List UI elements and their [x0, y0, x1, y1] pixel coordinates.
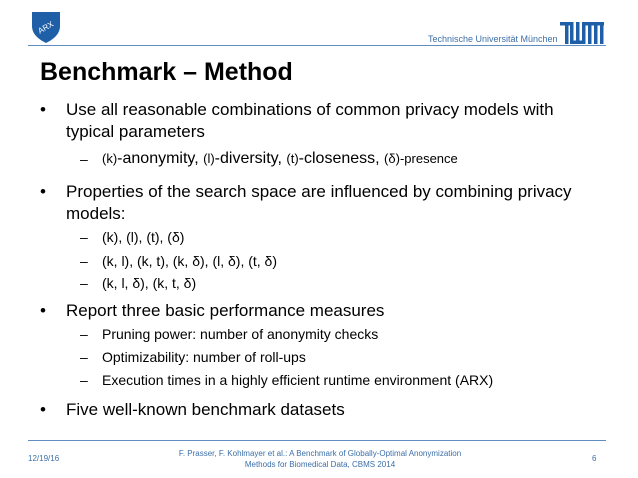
sub-text: (k, l, δ), (k, t, δ)	[102, 275, 197, 291]
footer-divider	[28, 440, 606, 441]
sub-text: Pruning power: number of anonymity checks	[102, 326, 379, 342]
bullet-text: Report three basic performance measures	[66, 301, 385, 320]
arx-logo-text: ARX	[36, 19, 56, 36]
bullet-marker: •	[40, 182, 46, 201]
footer-date: 12/19/16	[28, 454, 60, 463]
citation-line-2: Methods for Biomedical Data, CBMS 2014	[244, 460, 396, 469]
arx-logo	[30, 10, 62, 49]
bullet-text: Use all reasonable combinations of common privacy models with typical parameters	[66, 100, 554, 141]
dash-marker: –	[80, 253, 88, 269]
bullet-text: Five well-known benchmark datasets	[66, 400, 345, 419]
sub-text: (k), (l), (t), (δ)	[102, 229, 185, 245]
bullet-marker: •	[40, 301, 46, 320]
dash-marker: –	[80, 372, 88, 388]
dash-marker: –	[80, 229, 88, 245]
institution-name: Technische Universität München	[428, 34, 558, 44]
sub-text: (k)-anonymity, (l)-diversity, (t)-closeness, (δ)-presence	[102, 150, 458, 167]
dash-marker: –	[80, 275, 88, 291]
dash-marker: –	[80, 151, 88, 167]
page-number: 6	[592, 454, 597, 463]
dash-marker: –	[80, 349, 88, 365]
bullet-text: Properties of the search space are influenced by combining privacy models:	[66, 182, 572, 223]
sub-text: (k, l), (k, t), (k, δ), (l, δ), (t, δ)	[102, 253, 278, 269]
citation-line-1: F. Prasser, F. Kohlmayer et al.: A Benchmark of Globally-Optimal Anonymization	[178, 449, 462, 458]
header-divider	[28, 45, 606, 46]
sub-text: Execution times in a highly efficient runtime environment (ARX)	[102, 372, 494, 388]
sub-text: Optimizability: number of roll-ups	[102, 349, 306, 365]
dash-marker: –	[80, 326, 88, 342]
bullet-marker: •	[40, 100, 46, 119]
footer-citation	[160, 448, 480, 470]
slide-title: Benchmark – Method	[40, 58, 293, 86]
bullet-marker: •	[40, 400, 46, 419]
